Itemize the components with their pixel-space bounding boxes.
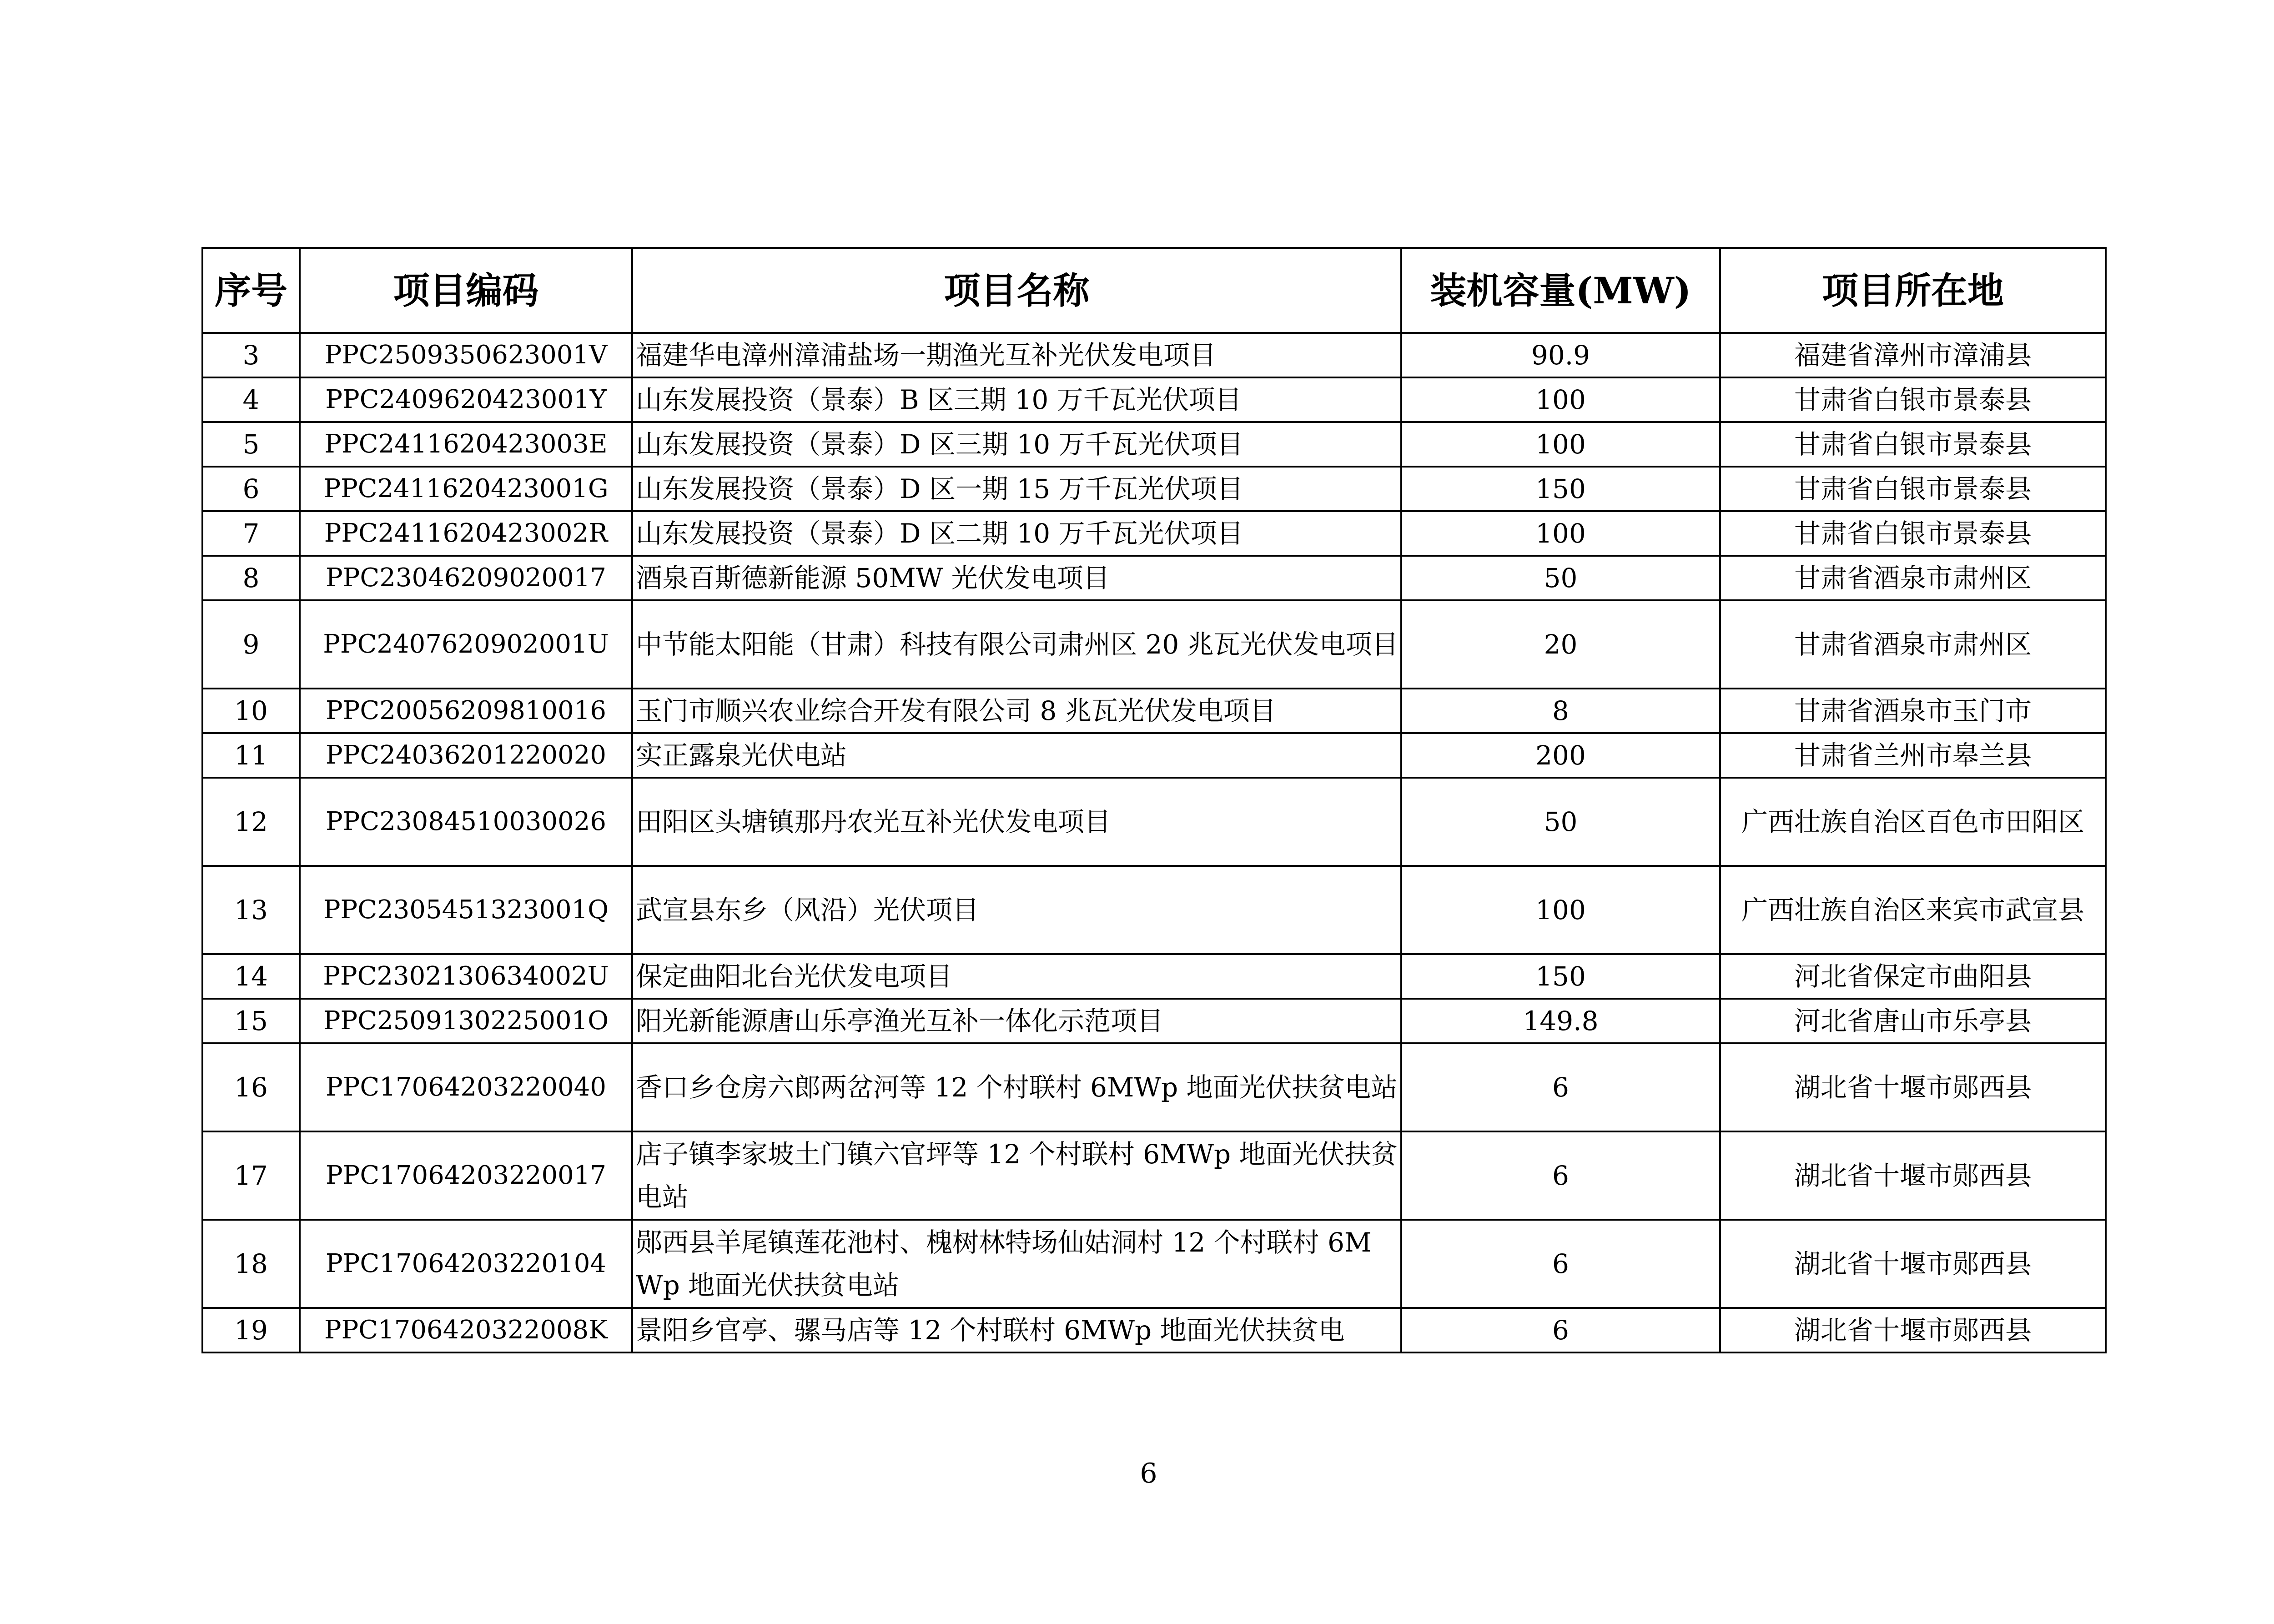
table-row (202, 1220, 2106, 1308)
cell-location: 湖北省十堰市郧西县 (1720, 1308, 2106, 1352)
page-number: 6 (1140, 1458, 1157, 1489)
cell-code: PPC2302130634002U (300, 954, 632, 999)
table-row (202, 467, 2106, 511)
cell-location: 河北省保定市曲阳县 (1720, 954, 2106, 999)
cell-name: 玉门市顺兴农业综合开发有限公司 8 兆瓦光伏发电项目 (632, 689, 1401, 733)
cell-index: 15 (202, 999, 300, 1043)
cell-index: 11 (202, 733, 300, 778)
cell-code: PPC2305451323001Q (300, 866, 632, 954)
cell-capacity: 90.9 (1401, 333, 1720, 377)
cell-index: 9 (202, 600, 300, 689)
cell-location: 广西壮族自治区来宾市武宣县 (1720, 866, 2106, 954)
cell-index: 6 (202, 467, 300, 511)
cell-code: PPC1706420322008K (300, 1308, 632, 1352)
cell-location: 湖北省十堰市郧西县 (1720, 1131, 2106, 1220)
table-row (202, 377, 2106, 422)
cell-index: 13 (202, 866, 300, 954)
cell-index: 3 (202, 333, 300, 377)
cell-name: 酒泉百斯德新能源 50MW 光伏发电项目 (632, 556, 1401, 600)
cell-index: 19 (202, 1308, 300, 1352)
cell-code: PPC2409620423001Y (300, 377, 632, 422)
table-row (202, 999, 2106, 1043)
cell-capacity: 150 (1401, 467, 1720, 511)
cell-name: 阳光新能源唐山乐亭渔光互补一体化示范项目 (632, 999, 1401, 1043)
cell-location: 甘肃省兰州市皋兰县 (1720, 733, 2106, 778)
cell-capacity: 6 (1401, 1131, 1720, 1220)
cell-location: 甘肃省白银市景泰县 (1720, 377, 2106, 422)
cell-capacity: 50 (1401, 778, 1720, 866)
table-row (202, 733, 2106, 778)
cell-name: 田阳区头塘镇那丹农光互补光伏发电项目 (632, 778, 1401, 866)
cell-location: 广西壮族自治区百色市田阳区 (1720, 778, 2106, 866)
cell-index: 12 (202, 778, 300, 866)
cell-location: 甘肃省酒泉市玉门市 (1720, 689, 2106, 733)
cell-name: 店子镇李家坡土门镇六官坪等 12 个村联村 6MWp 地面光伏扶贫电站 (632, 1131, 1401, 1220)
cell-index: 18 (202, 1220, 300, 1308)
table-row (202, 1131, 2106, 1220)
cell-capacity: 150 (1401, 954, 1720, 999)
cell-name: 山东发展投资（景泰）D 区一期 15 万千瓦光伏项目 (632, 467, 1401, 511)
cell-capacity: 200 (1401, 733, 1720, 778)
cell-index: 17 (202, 1131, 300, 1220)
cell-index: 16 (202, 1043, 300, 1131)
cell-capacity: 6 (1401, 1308, 1720, 1352)
cell-name: 中节能太阳能（甘肃）科技有限公司肃州区 20 兆瓦光伏发电项目 (632, 600, 1401, 689)
cell-code: PPC2411620423001G (300, 467, 632, 511)
table-header-row (202, 248, 2106, 333)
cell-code: PPC20056209810016 (300, 689, 632, 733)
cell-location: 湖北省十堰市郧西县 (1720, 1043, 2106, 1131)
table-row (202, 333, 2106, 377)
cell-location: 河北省唐山市乐亭县 (1720, 999, 2106, 1043)
header-index: 序号 (202, 248, 300, 333)
cell-index: 14 (202, 954, 300, 999)
table-row (202, 954, 2106, 999)
cell-location: 甘肃省白银市景泰县 (1720, 422, 2106, 467)
cell-capacity: 6 (1401, 1220, 1720, 1308)
cell-name: 香口乡仓房六郎两岔河等 12 个村联村 6MWp 地面光伏扶贫电站 (632, 1043, 1401, 1131)
cell-code: PPC23084510030026 (300, 778, 632, 866)
cell-capacity: 6 (1401, 1043, 1720, 1131)
cell-capacity: 8 (1401, 689, 1720, 733)
cell-capacity: 100 (1401, 422, 1720, 467)
cell-location: 甘肃省白银市景泰县 (1720, 511, 2106, 556)
cell-location: 甘肃省酒泉市肃州区 (1720, 600, 2106, 689)
cell-name: 山东发展投资（景泰）D 区三期 10 万千瓦光伏项目 (632, 422, 1401, 467)
cell-code: PPC17064203220104 (300, 1220, 632, 1308)
cell-index: 4 (202, 377, 300, 422)
cell-capacity: 100 (1401, 866, 1720, 954)
header-name: 项目名称 (632, 248, 1401, 333)
cell-code: PPC2411620423002R (300, 511, 632, 556)
table-row (202, 866, 2106, 954)
cell-capacity: 50 (1401, 556, 1720, 600)
cell-name: 武宣县东乡（风沿）光伏项目 (632, 866, 1401, 954)
table-row (202, 600, 2106, 689)
cell-code: PPC24036201220020 (300, 733, 632, 778)
cell-capacity: 100 (1401, 511, 1720, 556)
cell-location: 湖北省十堰市郧西县 (1720, 1220, 2106, 1308)
cell-location: 甘肃省白银市景泰县 (1720, 467, 2106, 511)
header-location: 项目所在地 (1720, 248, 2106, 333)
cell-code: PPC2411620423003E (300, 422, 632, 467)
cell-index: 5 (202, 422, 300, 467)
cell-capacity: 149.8 (1401, 999, 1720, 1043)
project-table (201, 247, 2107, 1353)
cell-location: 甘肃省酒泉市肃州区 (1720, 556, 2106, 600)
table-row (202, 511, 2106, 556)
table-row (202, 1308, 2106, 1352)
cell-code: PPC23046209020017 (300, 556, 632, 600)
cell-code: PPC2509130225001O (300, 999, 632, 1043)
table-row (202, 556, 2106, 600)
cell-name: 山东发展投资（景泰）D 区二期 10 万千瓦光伏项目 (632, 511, 1401, 556)
table-row (202, 689, 2106, 733)
cell-index: 10 (202, 689, 300, 733)
table-row (202, 422, 2106, 467)
cell-code: PPC2407620902001U (300, 600, 632, 689)
table-row (202, 778, 2106, 866)
cell-name: 实正露泉光伏电站 (632, 733, 1401, 778)
header-code: 项目编码 (300, 248, 632, 333)
cell-code: PPC17064203220017 (300, 1131, 632, 1220)
cell-capacity: 20 (1401, 600, 1720, 689)
table-row (202, 1043, 2106, 1131)
cell-capacity: 100 (1401, 377, 1720, 422)
header-capacity: 装机容量(MW) (1401, 248, 1720, 333)
cell-index: 8 (202, 556, 300, 600)
cell-location: 福建省漳州市漳浦县 (1720, 333, 2106, 377)
cell-code: PPC17064203220040 (300, 1043, 632, 1131)
cell-code: PPC2509350623001V (300, 333, 632, 377)
cell-name: 郧西县羊尾镇莲花池村、槐树林特场仙姑洞村 12 个村联村 6MWp 地面光伏扶贫电站 (632, 1220, 1401, 1308)
cell-name: 景阳乡官亭、骡马店等 12 个村联村 6MWp 地面光伏扶贫电 (632, 1308, 1401, 1352)
cell-name: 保定曲阳北台光伏发电项目 (632, 954, 1401, 999)
cell-name: 山东发展投资（景泰）B 区三期 10 万千瓦光伏项目 (632, 377, 1401, 422)
cell-index: 7 (202, 511, 300, 556)
cell-name: 福建华电漳州漳浦盐场一期渔光互补光伏发电项目 (632, 333, 1401, 377)
